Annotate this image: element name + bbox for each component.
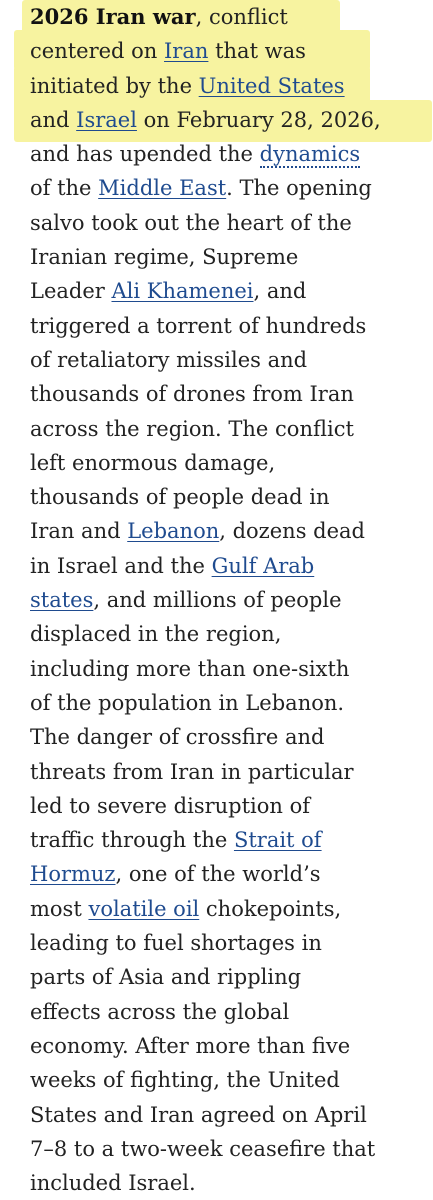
text-line-22 bbox=[30, 720, 428, 754]
text-line-10 bbox=[30, 309, 428, 343]
text-line-12 bbox=[30, 377, 428, 411]
text-segment: thousands of people dead in bbox=[30, 485, 330, 510]
text-segment: parts of Asia and rippling bbox=[30, 965, 302, 990]
article-paragraph bbox=[30, 0, 428, 1200]
text-line-1 bbox=[30, 0, 428, 34]
text-line-34 bbox=[30, 1132, 428, 1166]
text-segment: of retaliatory missiles and bbox=[30, 347, 308, 372]
text-line-30 bbox=[30, 995, 428, 1029]
link-strait-of[interactable]: Strait of bbox=[233, 828, 322, 853]
text-line-23 bbox=[30, 755, 428, 789]
text-line-6 bbox=[30, 171, 428, 205]
text-segment: thousands of drones from Iran bbox=[30, 382, 354, 407]
text-line-11 bbox=[30, 343, 428, 377]
text-line-9 bbox=[30, 274, 428, 308]
text-segment: displaced in the region, bbox=[30, 622, 282, 647]
link-gulf-arab[interactable]: Gulf Arab bbox=[211, 553, 315, 578]
text-segment: triggered a torrent of hundreds bbox=[30, 313, 367, 338]
text-segment: leading to fuel shortages in bbox=[30, 931, 322, 956]
text-line-25 bbox=[30, 823, 428, 857]
text-segment: of the bbox=[30, 176, 99, 201]
text-line-31 bbox=[30, 1029, 428, 1063]
text-segment: most bbox=[30, 896, 89, 921]
text-segment: weeks of fighting, the United bbox=[30, 1068, 340, 1093]
link-middle-east[interactable]: Middle East bbox=[98, 176, 227, 201]
text-line-33 bbox=[30, 1098, 428, 1132]
text-segment: 7–8 to a two-week ceasefire that bbox=[30, 1136, 376, 1161]
text-segment: , dozens dead bbox=[219, 519, 365, 544]
text-line-4 bbox=[30, 103, 428, 137]
text-segment: of the population in Lebanon. bbox=[30, 690, 345, 715]
text-line-13 bbox=[30, 412, 428, 446]
text-segment: that was bbox=[208, 39, 306, 64]
text-line-3 bbox=[30, 69, 428, 103]
text-segment: left enormous damage, bbox=[30, 450, 276, 475]
text-segment: , conflict bbox=[195, 5, 288, 29]
text-segment: and has upended the bbox=[30, 142, 260, 167]
article-title-term: 2026 Iran war bbox=[30, 4, 196, 29]
text-line-21 bbox=[30, 686, 428, 720]
text-segment: The danger of crossfire and bbox=[30, 725, 325, 750]
text-line-8 bbox=[30, 240, 428, 274]
text-line-7 bbox=[30, 206, 428, 240]
text-line-28 bbox=[30, 926, 428, 960]
text-line-20 bbox=[30, 652, 428, 686]
text-segment: chokepoints, bbox=[199, 896, 342, 921]
link-israel[interactable]: Israel bbox=[76, 107, 137, 132]
text-line-26 bbox=[30, 857, 428, 891]
text-line-15 bbox=[30, 480, 428, 514]
link-hormuz[interactable]: Hormuz bbox=[30, 862, 116, 887]
link-ali-khamenei[interactable]: Ali Khamenei bbox=[111, 279, 254, 304]
text-line-27 bbox=[30, 892, 428, 926]
text-segment: Leader bbox=[30, 279, 112, 304]
text-segment: States and Iran agreed on April bbox=[30, 1102, 367, 1127]
text-line-2 bbox=[30, 34, 428, 68]
text-line-29 bbox=[30, 960, 428, 994]
text-segment: effects across the global bbox=[30, 999, 290, 1024]
text-segment: including more than one-sixth bbox=[30, 656, 350, 681]
text-segment: , and millions of people bbox=[93, 588, 342, 613]
text-line-14 bbox=[30, 446, 428, 480]
text-segment: . The opening bbox=[226, 176, 372, 201]
link-states[interactable]: states bbox=[30, 588, 94, 613]
text-segment: included Israel. bbox=[30, 1171, 196, 1196]
text-segment: , and bbox=[253, 279, 307, 304]
text-segment: across the region. The conflict bbox=[30, 416, 354, 441]
link-lebanon[interactable]: Lebanon bbox=[127, 519, 220, 544]
text-line-17 bbox=[30, 549, 428, 583]
text-segment: Iranian regime, Supreme bbox=[30, 245, 299, 270]
text-segment: centered on bbox=[30, 39, 165, 64]
text-segment: led to severe disruption of bbox=[30, 793, 311, 818]
text-line-5 bbox=[30, 137, 428, 171]
link-united-states[interactable]: United States bbox=[198, 73, 345, 98]
text-segment: , one of the world’s bbox=[115, 862, 321, 887]
text-segment: on February 28, 2026, bbox=[136, 107, 381, 132]
text-segment: salvo took out the heart of the bbox=[30, 210, 352, 235]
text-line-24 bbox=[30, 789, 428, 823]
link-iran[interactable]: Iran bbox=[164, 39, 209, 64]
glossary-link-dynamics[interactable]: dynamics bbox=[259, 142, 361, 167]
text-line-35 bbox=[30, 1166, 428, 1200]
text-segment: economy. After more than five bbox=[30, 1033, 351, 1058]
text-line-18 bbox=[30, 583, 428, 617]
link-volatile-oil[interactable]: volatile oil bbox=[88, 896, 200, 921]
text-segment: in Israel and the bbox=[30, 553, 212, 578]
text-line-16 bbox=[30, 514, 428, 548]
text-segment: and bbox=[30, 107, 77, 132]
text-segment: threats from Iran in particular bbox=[30, 759, 354, 784]
text-line-19 bbox=[30, 617, 428, 651]
text-segment: Iran and bbox=[30, 519, 128, 544]
text-line-32 bbox=[30, 1063, 428, 1097]
text-segment: initiated by the bbox=[30, 73, 199, 98]
text-segment: traffic through the bbox=[30, 828, 234, 853]
